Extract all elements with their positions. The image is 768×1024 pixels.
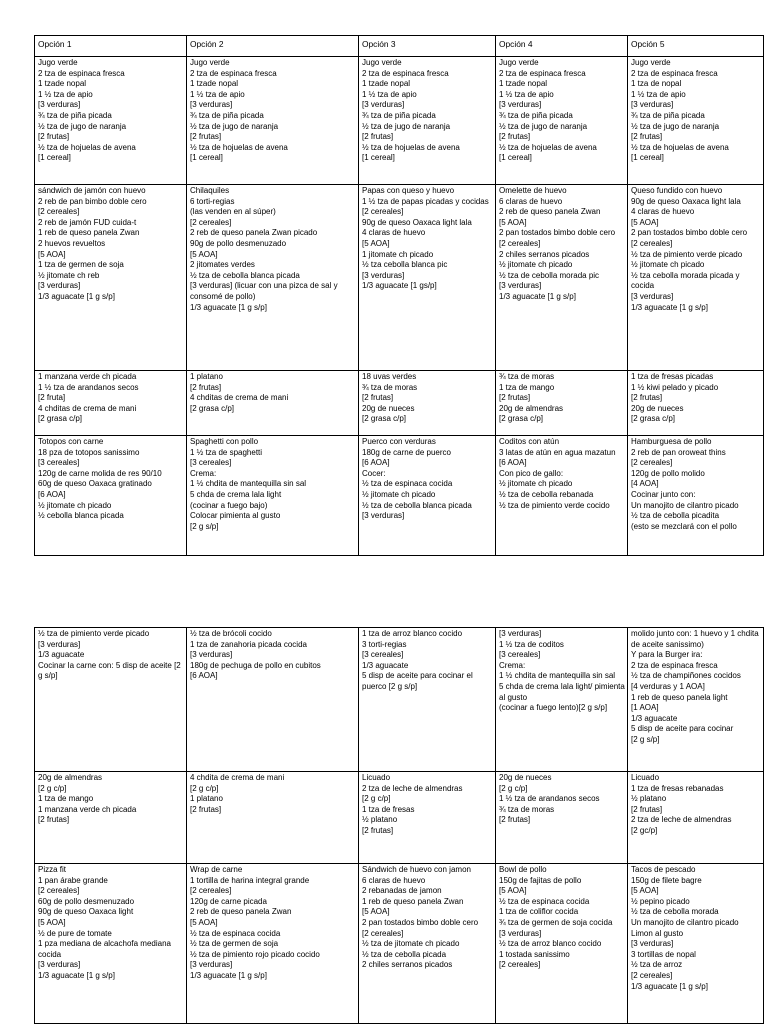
meal-cell: Hamburguesa de pollo 2 reb de pan oroweat thins [2 cereales] 120g de pollo molido [4 AOA] Cocinar junto con: Un manojito de cilantro picado ½ tza de cebolla picadita (esto se mezclará con el pollo bbox=[628, 436, 764, 556]
meal-cell: Omelette de huevo 6 claras de huevo 2 reb de queso panela Zwan [5 AOA] 2 pan tostados bimbo doble cero [2 cereales] 2 chiles serranos picados ½ jitomate ch picado ½ tza de cebolla morada pic [3 verduras] 1/3 aguacate [1 g s/p] bbox=[496, 185, 628, 371]
meal-plan-table-top bbox=[34, 35, 763, 556]
meal-cell: Licuado 1 tza de fresas rebanadas ½ platano [2 frutas] 2 tza de leche de almendras [2 gc/p] bbox=[628, 772, 764, 864]
table-row-breakfast bbox=[35, 185, 764, 371]
meal-cell: 1 platano [2 frutas] 4 chditas de crema de mani [2 grasa c/p] bbox=[187, 371, 359, 436]
meal-plan-table-bottom bbox=[34, 627, 763, 1024]
meal-cell: Licuado 2 tza de leche de almendras [2 g c/p] 1 tza de fresas ½ platano [2 frutas] bbox=[359, 772, 496, 864]
option-header: Opción 5 bbox=[628, 36, 764, 57]
table-row-breakfast-drink bbox=[35, 57, 764, 185]
meal-cell: Tacos de pescado 150g de filete bagre [5 AOA] ½ pepino picado ½ tza de cebolla morada Un manojito de cilantro picado Limon al gusto [3 verduras] 3 tortillas de nopal ½ tza de arroz [2 cereales] 1/3 aguacate [1 g s/p] bbox=[628, 864, 764, 1024]
meal-cell: 20g de almendras [2 g c/p] 1 tza de mango 1 manzana verde ch picada [2 frutas] bbox=[35, 772, 187, 864]
meal-cell: 4 chdita de crema de mani [2 g c/p] 1 platano [2 frutas] bbox=[187, 772, 359, 864]
meal-cell: Papas con queso y huevo 1 ½ tza de papas picadas y cocidas [2 cereales] 90g de queso Oaxaca light lala 4 claras de huevo [5 AOA] 1 jitomate ch picado ½ tza cebolla blanca pic [3 verduras] 1/3 aguacate [1 gs/p] bbox=[359, 185, 496, 371]
meal-cell: Jugo verde 2 tza de espinaca fresca 1 tzade nopal 1 ½ tza de apio [3 verduras] ¾ tza de piña picada ½ tza de jugo de naranja [2 frutas] ½ tza de hojuelas de avena [1 cereal] bbox=[35, 57, 187, 185]
meal-cell: Jugo verde 2 tza de espinaca fresca 1 tzade nopal 1 ½ tza de apio [3 verduras] ¾ tza de piña picada ½ tza de jugo de naranja [2 frutas] ½ tza de hojuelas de avena [1 cereal] bbox=[359, 57, 496, 185]
meal-cell: ¾ tza de moras 1 tza de mango [2 frutas] 20g de almendras [2 grasa c/p] bbox=[496, 371, 628, 436]
option-header: Opción 3 bbox=[359, 36, 496, 57]
option-header: Opción 4 bbox=[496, 36, 628, 57]
meal-plan-table bbox=[34, 627, 764, 1024]
meal-cell: Chilaquiles 6 torti-regias (las venden en al súper) [2 cereales] 2 reb de queso panela Zwan picado 90g de pollo desmenuzado [5 AOA] 2 jitomates verdes ½ tza de cebolla blanca picada [3 verduras] (licuar con una pizca de sal y consomé de pollo) 1/3 aguacate [1 g s/p] bbox=[187, 185, 359, 371]
meal-cell: Puerco con verduras 180g de carne de puerco [6 AOA] Cocer: ½ tza de espinaca cocida ½ jitomate ch picado ½ tza de cebolla blanca picada [3 verduras] bbox=[359, 436, 496, 556]
meal-cell: Jugo verde 2 tza de espinaca fresca 1 tzade nopal 1 ½ tza de apio [3 verduras] ¾ tza de piña picada ½ tza de jugo de naranja [2 frutas] ½ tza de hojuelas de avena [1 cereal] bbox=[496, 57, 628, 185]
header-row bbox=[35, 36, 764, 57]
meal-cell: sándwich de jamón con huevo 2 reb de pan bimbo doble cero [2 cereales] 2 reb de jamón FUD cuida-t 1 reb de queso panela Zwan 2 huevos revueltos [5 AOA] 1 tza de germen de soja ½ jitomate ch reb [3 verduras] 1/3 aguacate [1 g s/p] bbox=[35, 185, 187, 371]
table-row-snack bbox=[35, 371, 764, 436]
table-row-lunch bbox=[35, 436, 764, 556]
table-row-lunch-cont bbox=[35, 628, 764, 772]
meal-cell: Queso fundido con huevo 90g de queso Oaxaca light lala 4 claras de huevo [5 AOA] 2 pan tostados bimbo doble cero [2 cereales] ½ tza de pimiento verde picado ½ jitomate ch picado ½ tza cebolla morada picada y cocida [3 verduras] 1/3 aguacate [1 g s/p] bbox=[628, 185, 764, 371]
meal-plan-table bbox=[34, 35, 764, 556]
meal-cell: Wrap de carne 1 tortilla de harina integral grande [2 cereales] 120g de carne picada 2 reb de queso panela Zwan [5 AOA] ½ tza de espinaca cocida ½ tza de germen de soja ½ tza de pimiento rojo picado cocido [3 verduras] 1/3 aguacate [1 g s/p] bbox=[187, 864, 359, 1024]
meal-cell: 1 tza de fresas picadas 1 ½ kiwi pelado y picado [2 frutas] 20g de nueces [2 grasa c/p] bbox=[628, 371, 764, 436]
meal-cell: Pizza fit 1 pan árabe grande [2 cereales] 60g de pollo desmenuzado 90g de queso Oaxaca light [5 AOA] ½ de pure de tomate 1 pza mediana de alcachofa mediana cocida [3 verduras] 1/3 aguacate [1 g s/p] bbox=[35, 864, 187, 1024]
meal-cell: Bowl de pollo 150g de fajitas de pollo [5 AOA] ½ tza de espinaca cocida 1 tza de coliflor cocida ¾ tza de germen de soja cocida [3 verduras] ½ tza de arroz blanco cocido 1 tostada sanissimo [2 cereales] bbox=[496, 864, 628, 1024]
table-row-dinner bbox=[35, 864, 764, 1024]
option-header: Opción 2 bbox=[187, 36, 359, 57]
meal-cell: Totopos con carne 18 pza de totopos sanissimo [3 cereales] 120g de carne molida de res 90/10 60g de queso Oaxaca gratinado [6 AOA] ½ jitomate ch picado ½ cebolla blanca picada bbox=[35, 436, 187, 556]
meal-cell: 1 tza de arroz blanco cocido 3 torti-regias [3 cereales] 1/3 aguacate 5 disp de aceite para cocinar el puerco [2 g s/p] bbox=[359, 628, 496, 772]
meal-cell: [3 verduras] 1 ½ tza de coditos [3 cereales] Crema: 1 ½ chdita de mantequilla sin sal 5 chda de crema lala light/ pimienta al gusto (cocinar a fuego lento)[2 g s/p] bbox=[496, 628, 628, 772]
meal-cell: Sándwich de huevo con jamon 6 claras de huevo 2 rebanadas de jamon 1 reb de queso panela Zwan [5 AOA] 2 pan tostados bimbo doble cero [2 cereales] ½ tza de jitomate ch picado ½ tza de cebolla picada 2 chiles serranos picados bbox=[359, 864, 496, 1024]
option-header: Opción 1 bbox=[35, 36, 187, 57]
meal-cell: 1 manzana verde ch picada 1 ½ tza de arandanos secos [2 fruta] 4 chditas de crema de mani [2 grasa c/p] bbox=[35, 371, 187, 436]
meal-cell: 20g de nueces [2 g c/p] 1 ½ tza de arandanos secos ¾ tza de moras [2 frutas] bbox=[496, 772, 628, 864]
meal-cell: Jugo verde 2 tza de espinaca fresca 1 tza de nopal 1 ½ tza de apio [3 verduras] ¾ tza de piña picada ½ tza de jugo de naranja [2 frutas] ½ tza de hojuelas de avena [1 cereal] bbox=[628, 57, 764, 185]
meal-cell: ½ tza de pimiento verde picado [3 verduras] 1/3 aguacate Cocinar la carne con: 5 disp de aceite [2 g s/p] bbox=[35, 628, 187, 772]
meal-cell: Spaghetti con pollo 1 ½ tza de spaghetti [3 cereales] Crema: 1 ½ chdita de mantequilla sin sal 5 chda de crema lala light (cocinar a fuego bajo) Colocar pimienta al gusto [2 g s/p] bbox=[187, 436, 359, 556]
meal-cell: Coditos con atún 3 latas de atún en agua mazatun [6 AOA] Con pico de gallo: ½ jitomate ch picado ½ tza de cebolla rebanada ½ tza de pimiento verde cocido bbox=[496, 436, 628, 556]
meal-cell: Jugo verde 2 tza de espinaca fresca 1 tzade nopal 1 ½ tza de apio [3 verduras] ¾ tza de piña picada ½ tza de jugo de naranja [2 frutas] ½ tza de hojuelas de avena [1 cereal] bbox=[187, 57, 359, 185]
meal-cell: molido junto con: 1 huevo y 1 chdita de aceite sanissimo) Y para la Burger ira: 2 tza de espinaca fresca ½ tza de champiñones cocidos [4 verduras y 1 AOA] 1 reb de queso panela light [1 AOA] 1/3 aguacate 5 disp de aceite para cocinar [2 g s/p] bbox=[628, 628, 764, 772]
table-row-snack bbox=[35, 772, 764, 864]
meal-cell: 18 uvas verdes ¾ tza de moras [2 frutas] 20g de nueces [2 grasa c/p] bbox=[359, 371, 496, 436]
meal-cell: ½ tza de brócoli cocido 1 tza de zanahoria picada cocida [3 verduras] 180g de pechuga de pollo en cubitos [6 AOA] bbox=[187, 628, 359, 772]
